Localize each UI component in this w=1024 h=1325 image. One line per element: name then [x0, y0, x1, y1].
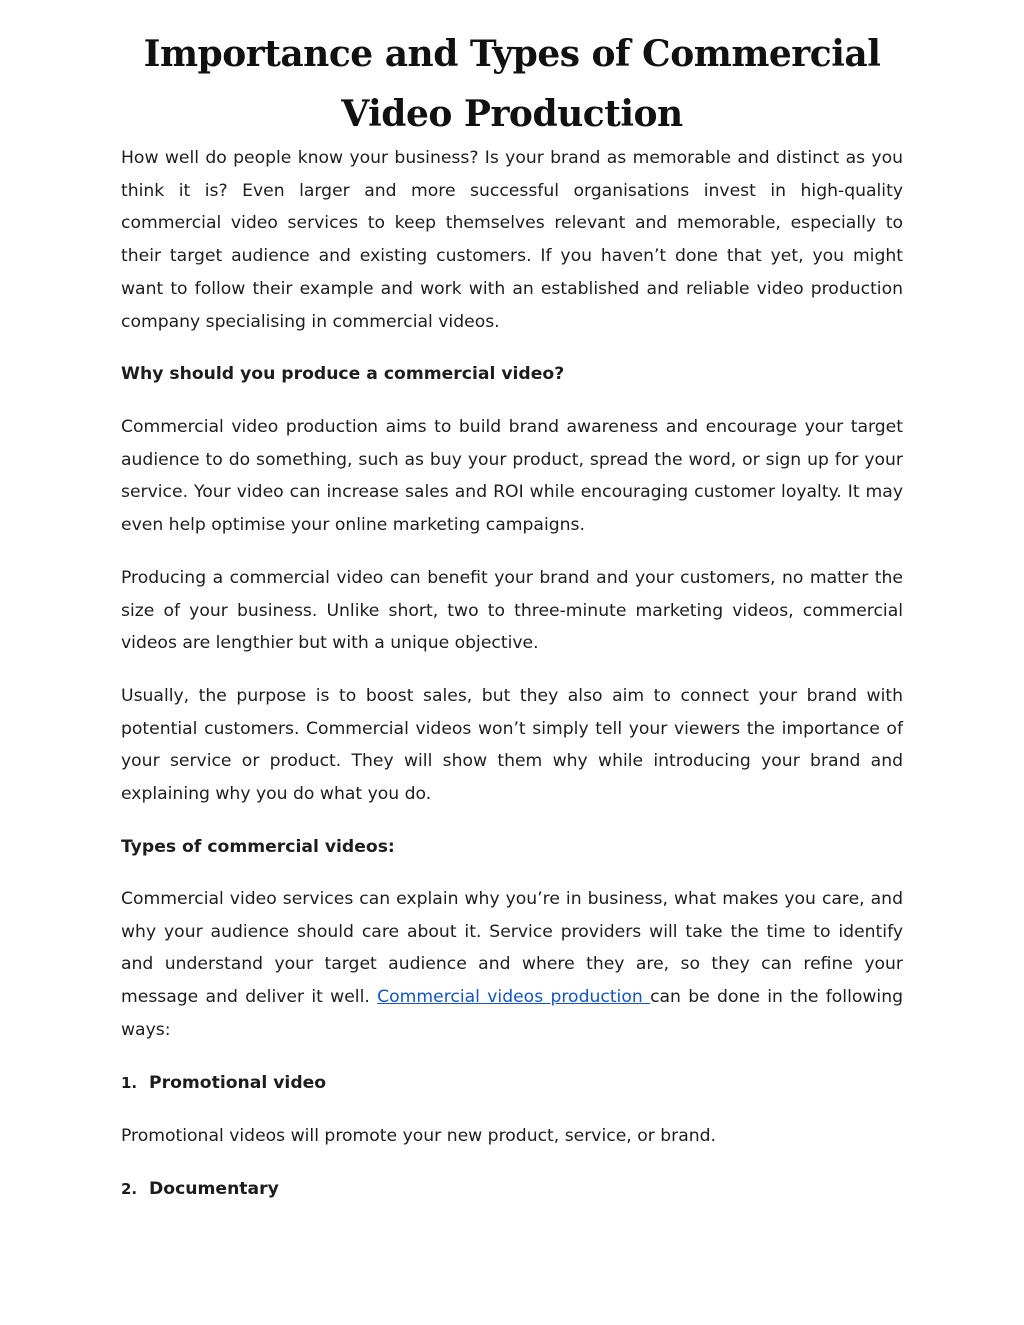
section-heading-types: Types of commercial videos:: [121, 837, 395, 857]
commercial-videos-production-link[interactable]: Commercial videos production: [377, 987, 651, 1008]
list-item-promotional-video: [121, 1067, 903, 1100]
types-paragraph: [121, 883, 903, 1047]
list-item-label: Documentary: [149, 1179, 279, 1199]
list-number: 1.: [121, 1074, 138, 1092]
list-number: 2.: [121, 1180, 138, 1198]
list-item-documentary: [121, 1173, 903, 1206]
list-item-label: Promotional video: [149, 1073, 327, 1093]
why-paragraph-3: Usually, the purpose is to boost sales, but they also aim to connect your brand with potential customers. Commercial videos won’t simply tell your viewers the importance of your service or product. They will show them why while introducing your brand and explaining why you do what you do.: [121, 686, 903, 805]
document-title: Importance and Types of Commercial Video Production: [143, 33, 881, 135]
why-paragraph-2: Producing a commercial video can benefit your brand and your customers, no matter the size of your business. Unlike short, two to three-minute marketing videos, commercial videos are lengthier but with a unique objective.: [121, 568, 903, 654]
section-heading-why: Why should you produce a commercial video?: [121, 364, 565, 384]
why-paragraph-1: Commercial video production aims to build brand awareness and encourage your target audience to do something, such as buy your product, spread the word, or sign up for your service. Your video can increase sales and ROI while encouraging customer loyalty. It may even help optimise your online marketing campaigns.: [121, 417, 903, 536]
types-paragraph-text-before-link: Commercial video services can explain why you’re in business, what makes you care, and why your audience should care about it. Service providers will take the time to identify and understand your target audience and where they are, so they can refine your message and deliver it well.: [121, 889, 903, 1008]
promotional-video-description: Promotional videos will promote your new product, service, or brand.: [121, 1126, 717, 1146]
intro-paragraph: How well do people know your business? Is your brand as memorable and distinct as you think it is? Even larger and more successful organisations invest in high-quality commercial video services to keep themselves relevant and memorable, especially to their target audience and existing customers. If you haven’t done that yet, you might want to follow their example and work with an established and reliable video production company specialising in commercial videos.: [121, 148, 903, 332]
types-paragraph-text-after-link: can be done in the following ways:: [121, 987, 904, 1040]
